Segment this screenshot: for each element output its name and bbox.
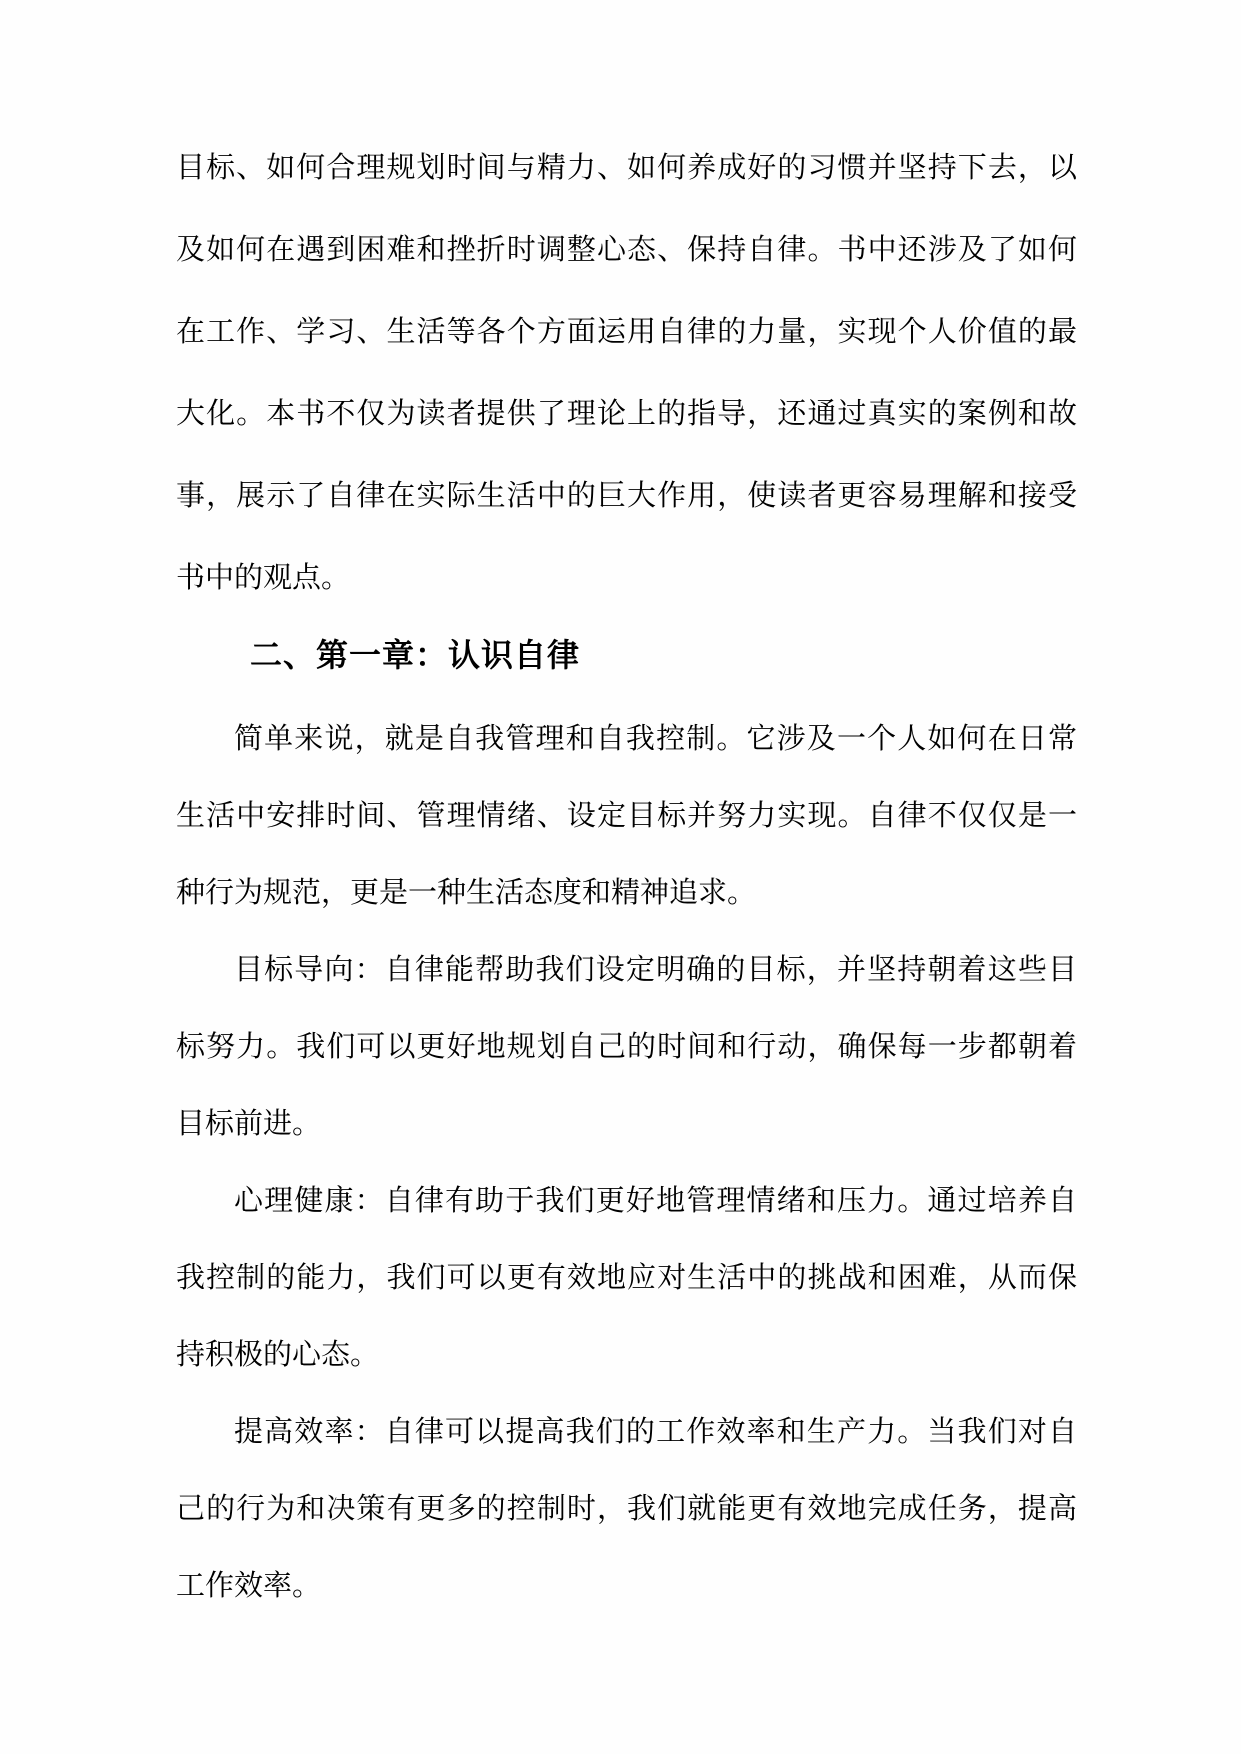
text-line: 目标前进。 bbox=[176, 1108, 322, 1140]
text-line: 标努力。我们可以更好地规划自己的时间和行动，确保每一步都朝着 bbox=[176, 1031, 1077, 1063]
text-line: 种行为规范，更是一种生活态度和精神追求。 bbox=[176, 877, 757, 909]
paragraph-book-overview bbox=[176, 127, 1077, 619]
text-line: 生活中安排时间、管理情绪、设定目标并努力实现。自律不仅仅是一 bbox=[176, 800, 1077, 832]
text-line: 我控制的能力，我们可以更有效地应对生活中的挑战和困难，从而保 bbox=[176, 1262, 1077, 1294]
text-line: 提高效率：自律可以提高我们的工作效率和生产力。当我们对自 bbox=[234, 1416, 1077, 1448]
text-line: 在工作、学习、生活等各个方面运用自律的力量，实现个人价值的最 bbox=[176, 316, 1077, 348]
text-line: 书中的观点。 bbox=[176, 562, 351, 594]
text-line: 己的行为和决策有更多的控制时，我们就能更有效地完成任务，提高 bbox=[176, 1493, 1077, 1525]
text-line: 目标、如何合理规划时间与精力、如何养成好的习惯并坚持下去，以 bbox=[176, 152, 1077, 184]
paragraph-mental-health bbox=[176, 1163, 1077, 1394]
paragraph-efficiency bbox=[176, 1394, 1077, 1625]
text-line: 简单来说，就是自我管理和自我控制。它涉及一个人如何在日常 bbox=[234, 723, 1077, 755]
text-line: 工作效率。 bbox=[176, 1570, 322, 1602]
text-line: 持积极的心态。 bbox=[176, 1339, 380, 1371]
text-line: 事，展示了自律在实际生活中的巨大作用，使读者更容易理解和接受 bbox=[176, 480, 1077, 512]
section-heading: 二、第一章：认识自律 bbox=[250, 637, 581, 673]
paragraph-goal-orientation bbox=[176, 932, 1077, 1163]
text-line: 大化。本书不仅为读者提供了理论上的指导，还通过真实的案例和故 bbox=[176, 398, 1077, 430]
text-line: 目标导向：自律能帮助我们设定明确的目标，并坚持朝着这些目 bbox=[234, 954, 1077, 986]
paragraph-definition bbox=[176, 701, 1077, 932]
text-line: 及如何在遇到困难和挫折时调整心态、保持自律。书中还涉及了如何 bbox=[176, 234, 1077, 266]
text-line: 心理健康：自律有助于我们更好地管理情绪和压力。通过培养自 bbox=[234, 1185, 1077, 1217]
